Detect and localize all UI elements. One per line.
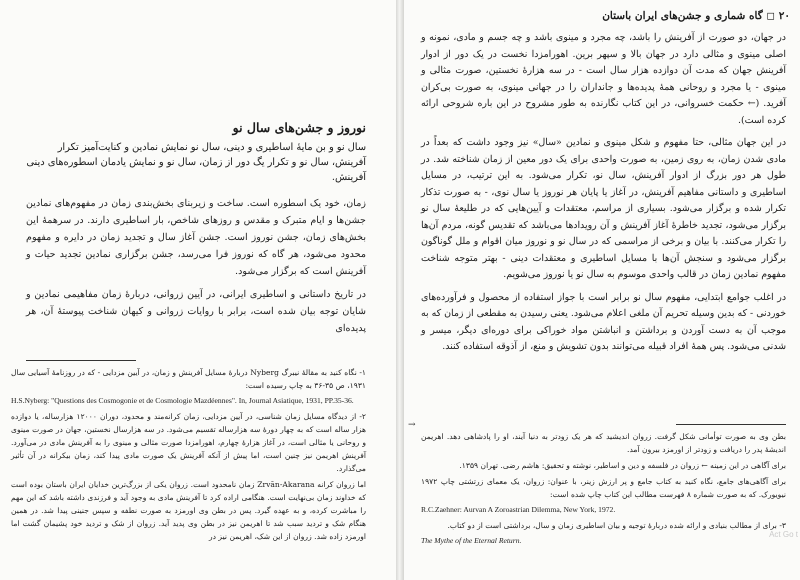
right-paragraph-1: در جهان، دو صورت از آفرینش را باشد، چه مجرد و مینوی باشد و چه جسم و مادی، نمونه و اصلی مینوی و مثالی دارد در جهان بالا و سپهر برین. اهورامزدا نخست در یک دور از ادوار آفرینش جهان که مدت آن دوازده هزار سال است - در سه هزارهٔ نخستین، صورت مثالی و مینوی - یا مجرد و روحانی همهٔ پدیده‌ها و جانداران را در جهانی مینوی، به صورت بی‌کران آفرید. (← حکمت خسروانی، در این کتاب نگارنده به طور مشروح در این باره شروحی ارائه کرده است). bbox=[421, 32, 786, 126]
footnote-rule-left bbox=[26, 360, 136, 361]
right-footnote-3-latin: The Mythe of the Eternal Return. bbox=[421, 536, 522, 545]
right-footnote-ref-a: برای آگاهی در این زمینه ← زروان در فلسفه و دین و اساطیر، نوشته و تحقیق: هاشم رضی. تهران ۱۳۵۹. bbox=[459, 461, 786, 470]
corner-watermark: Act Go t bbox=[769, 530, 798, 539]
right-footnote-ref-b: برای آگاهی‌های جامع، نگاه کنید به کتاب جامع و پر ارزش زینر، با عنوان: زروان، یک معمای زرتشتی چاپ ۱۹۷۲ نیویورک. که به صورت شماره ۸ فهرست مطالب این کتاب چاپ شده است: bbox=[421, 477, 786, 499]
running-head: ۲۰ ◻ گاه شماری و جشن‌های ایران باستان bbox=[602, 10, 790, 22]
left-body bbox=[26, 195, 366, 343]
left-footnote-2: ۲- از دیدگاه مسایل زمان شناسی، در آیین مزدایی، زمان کرانه‌مند و محدود، دوران ۱۲۰۰۰ هزارساله، یا دوازده هزار ساله است که به چهار دورهٔ سه هزارساله تقسیم می‌شود. در سه هزارسال نخستین، جهان در صورت مینوی و روحانی یا مثالی است، در آغاز هزارهٔ چهارم، اهورامزدا صورت مثالی و مینوی را به آفرینش مادی در می‌آورد. آفرینش اهریمن نیز چنین است، اما پیش از آنکه آفرینش یک صورت مادی پیدا کند، زمان بیکرانه در آن تأثیر می‌گذارد. bbox=[11, 412, 366, 473]
left-footnote-3: اما زروان کرانه Zrvān-Akarana زمان نامحدود است. زروان یکی از بزرگ‌ترین خدایان ایران باستان بوده است که خداوند زمان بی‌نهایت است. هنگامی اراده کرد تا آفرینش مادی به وجود آید و فرزندی داشته باشد که این مهم را مباشرت کرده، و به عهده گیرد. پس در بطن وی اورمزد به صورت نطفه و سپس جنینی پیدا شد. در همین هنگام شک و تردید سبب شد تا اهریمن نیز در بطن وی پدید آید. زروان از شک و تردید خود پشیمان گشت اما اورمزد زاده شد. زروان از این شک، اهریمن نیز در bbox=[11, 480, 366, 541]
section-epigraph: سال نو و بن مایهٔ اساطیری و دینی، سال نو نمایش نمادین و کنایت‌آمیز تکرار آفرینش، سال نو و تکرار یگ دور از زمان، سال نو و نمایش یادمان اسطوره‌های دینی آفرینش. bbox=[26, 142, 366, 183]
left-footnote-1: ۱- نگاه کنید به مقالهٔ نیبرگ Nyberg دربارهٔ مسایل آفرینش و زمان، در آیین مزدایی - که در روزنامهٔ آسیایی سال ۱۹۳۱، ص ۳۵-۳۶ به چاپ رسیده است: bbox=[11, 368, 366, 390]
section-title: نوروز و جشن‌های سال نو bbox=[232, 120, 366, 135]
right-paragraph-2: در این جهان مثالی، حتا مفهوم و شکل مینوی و نمادین «سال» نیز وجود داشت که بعداً در مادی شدن زمان، به روی زمین، به صورت واحدی برای یک دور معین از زمان شناخته شد. در طول هر دور بزرگ از ادوار آفرینش، سال نو، تکرار می‌شود. به این ترتیب، در مسایل اساطیری و داستانی مفاهیم آفرینش، در آغاز یا پایان هر نوروز یا سال نوی، - به صورت تذکار تکرار شده و برگزار می‌شود. بسیاری از مراسم، معتقدات و آیین‌هایی که در طلیعهٔ سال نو برگزار می‌شود، تجدید خاطرهٔ آغاز آفرینش و آن رویدادها می‌باشد که تقدیس گونه، مردم آن‌ها را تکرار می‌کنند. با بیان و برخی از مراسمی که در سال نو و نوروز میان اقوام و ملل گوناگون برگزار می‌شود و سنجش آن‌ها با مسایل اساطیری و معتقدات دینی - بهتر متوجه شناخت مفهوم نمادین زمان در قالب واحدی موسوم به سال نو یا نوروز می‌شویم. bbox=[421, 137, 786, 280]
footnote-rule-right bbox=[676, 424, 786, 425]
left-paragraph-1: زمان، خود یک اسطوره است. ساخت و زیربنای بخش‌بندی زمان در مفهوم‌های نمادین جشن‌ها و ایام متبرک و مقدس و روزهای شاخص، بار اساطیری دارند. در سرهمهٔ این بخش‌های زمان، جشن نوروز است. جشن آغاز سال و تجدید زمان در دایره و مفهوم محدود می‌شود، هر گاه که نوروز فرا می‌رسد، جشن برگزاری نمادین تجدید حیات و آفرینش است که برگزار می‌شود. bbox=[26, 198, 366, 277]
book-gutter bbox=[396, 0, 404, 580]
right-footnotes bbox=[421, 430, 786, 550]
left-footnotes bbox=[11, 366, 366, 546]
right-body bbox=[421, 30, 786, 362]
right-footnote-ref-b-latin: R.C.Zaehner: Aurvan A Zoroastrian Dilemma, New York, 1972. bbox=[421, 505, 616, 514]
left-paragraph-2: در تاریخ داستانی و اساطیری ایرانی، در آیین زروانی، دربارهٔ زمان مفاهیمی نمادین و شایان توجه بیان شده است، برابر با روایات زروانی و کیهان شناخت پیوستهٔ آن، هر پدیده‌ای bbox=[26, 289, 366, 334]
right-footnote-3: ۳- برای از مطالب بنیادی و ارائه شده دربارهٔ توجیه و بیان اساطیری زمان و سال، برداشتی است از دو کتاب. bbox=[447, 521, 786, 530]
right-paragraph-3: در اغلب جوامع ابتدایی، مفهوم سال نو برابر است با جواز استفاده از محصول و فرآورده‌های خوردنی - که بدین وسیله تحریم آن ملغی اعلام می‌شود. یعنی رسیدن به مقطعی از زمان که به موجب آن به دست آوردن و برداشتن و انباشتن مواد خوراکی برای دوره‌ای دیگر، میسر و شدنی می‌شود. پس همهٔ افراد قبیله می‌توانند بدون تشویش و منع، از آذوقه استفاده کنند. bbox=[421, 291, 786, 352]
arrow-icon: → bbox=[408, 420, 416, 430]
left-footnote-1-ref: H.S.Nyberg: "Questions des Cosmogonie et de Cosmologie Mazdéennes". In, Journal Asiatique, 1931, PP.35-36. bbox=[11, 396, 354, 405]
right-footnote-cont: بطن وی به صورت توأمانی شکل گرفت. زروان اندیشید که هر یک زودتر به دنیا آیند، او را پادشاهی دهد. اهریمن اندیشهٔ پدر را دریافت و زودتر از اورمزد بیرون آمد. bbox=[421, 432, 786, 454]
right-page bbox=[404, 0, 800, 580]
left-page bbox=[0, 0, 396, 580]
